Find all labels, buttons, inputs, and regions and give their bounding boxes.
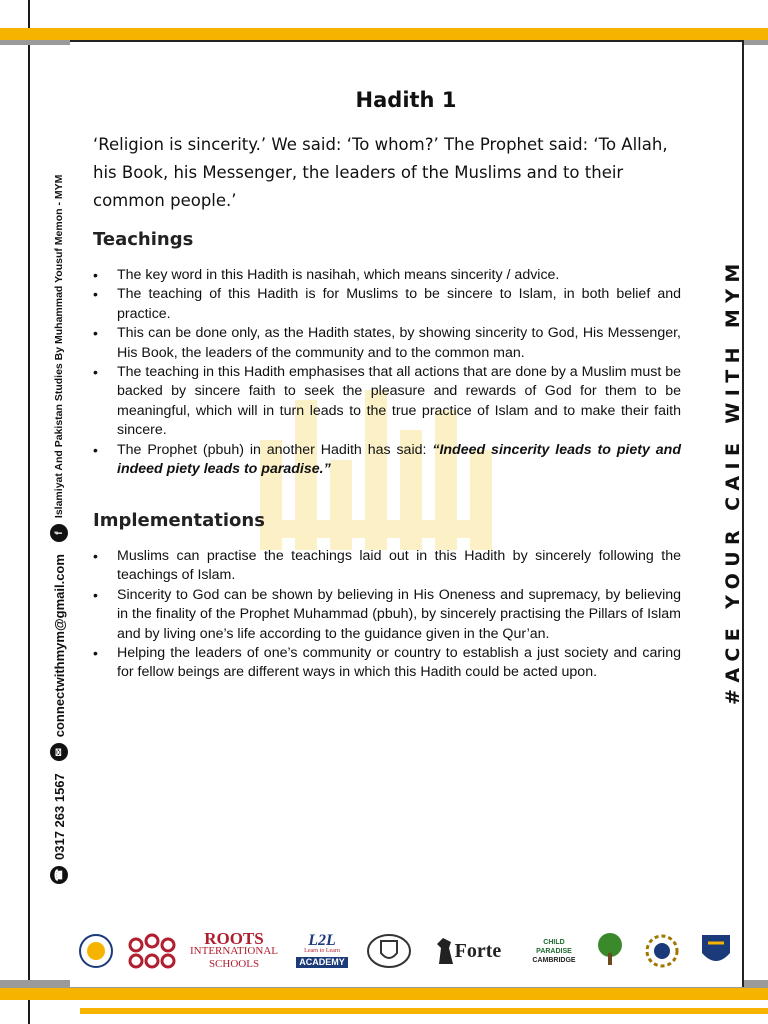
l2l-subtext: Learn to Learn bbox=[304, 947, 340, 954]
cambridge-text: CAMBRIDGE bbox=[532, 956, 576, 964]
forte-text: Forte bbox=[454, 939, 502, 962]
list-item bbox=[93, 441, 681, 480]
right-tagline: #ACE YOUR CAIE WITH MYM bbox=[722, 257, 744, 705]
roots-emblem bbox=[122, 928, 182, 974]
roots-text: ROOTS bbox=[204, 928, 264, 948]
child-paradise-logo bbox=[526, 928, 582, 974]
child-text: CHILD bbox=[543, 938, 565, 946]
forte-logo bbox=[426, 928, 510, 974]
wheel-logo bbox=[642, 928, 682, 974]
list-item: • Helping the leaders of one’s community or country to establish a just society and caring for fellow beings are different ways in which this Hadith could be acted upon. bbox=[93, 644, 681, 683]
facebook-icon: f bbox=[50, 524, 68, 542]
paradise-text: PARADISE bbox=[536, 947, 572, 955]
list-item: • The teaching in this Hadith emphasises that all actions that are done by a Muslim must be backed by sincere faith to seek the pleasure and rewards of God for them to be meaningful, which will in turn leads to the true practice of Islam and to make their faith sincere. bbox=[93, 363, 681, 441]
credit-text: Islamiyat And Pakistan Studies By Muhammad Yousuf Memon - MYM bbox=[53, 174, 65, 519]
list-item: • Muslims can practise the teachings laid out in this Hadith by sincerely following the teachings of Islam. bbox=[93, 547, 681, 586]
shield-logo bbox=[366, 928, 412, 974]
roots-subtext-2: SCHOOLS bbox=[208, 957, 260, 970]
crest-logo-2 bbox=[698, 928, 734, 974]
l2l-academy: ACADEMY bbox=[296, 957, 348, 968]
list-item-text: The Prophet (pbuh) in another Hadith has said: bbox=[117, 441, 433, 458]
list-item: • Sincerity to God can be shown by believing in His Oneness and supremacy, by believing in the finality of the Prophet Muhammad (pbuh), by sincerely practising the Pillars of Islam and by living one’s life according to the guidance given in the Qur’an. bbox=[93, 586, 681, 644]
phone-number: 0317 263 1567 bbox=[51, 773, 67, 860]
whatsapp-icon: ☎ bbox=[50, 866, 68, 884]
left-frame-line bbox=[28, 0, 30, 1024]
hadith-quote: ‘Religion is sincerity.’ We said: ‘To whom?’ The Prophet said: ‘To Allah, his Book, his Messenger, the leaders of the Muslims and to their common people.’ bbox=[93, 135, 668, 210]
implementations-list bbox=[93, 547, 681, 683]
implementations-heading: Implementations bbox=[93, 510, 265, 531]
list-item: • The key word in this Hadith is nasihah, which means sincerity / advice. bbox=[93, 266, 681, 285]
roots-logo bbox=[184, 928, 284, 974]
roots-subtext: INTERNATIONAL bbox=[190, 944, 278, 957]
crest-logo-1 bbox=[78, 928, 114, 974]
teachings-list bbox=[93, 266, 681, 479]
tree-logo bbox=[592, 928, 628, 974]
list-item: • The teaching of this Hadith is for Muslims to be sincere to Islam, in both belief and practice. bbox=[93, 285, 681, 324]
email-address: connectwithmym@gmail.com bbox=[51, 554, 67, 738]
l2l-logo bbox=[290, 928, 354, 974]
l2l-text: L2L bbox=[308, 931, 336, 949]
list-item: • This can be done only, as the Hadith states, by showing sincerity to God, His Messenger, His Book, the leaders of the community and to the common man. bbox=[93, 324, 681, 363]
email-icon: ✉ bbox=[50, 743, 68, 761]
left-contact-sidebar bbox=[50, 175, 68, 890]
bottom-accent-strip bbox=[80, 1008, 768, 1014]
partner-logos-row bbox=[70, 928, 742, 978]
page-title: Hadith 1 bbox=[355, 88, 457, 112]
emphasized-quote: “Indeed sincerity leads to piety and indeed piety leads to paradise.” bbox=[117, 441, 682, 478]
teachings-heading: Teachings bbox=[93, 229, 194, 250]
horse-logo bbox=[435, 936, 455, 966]
